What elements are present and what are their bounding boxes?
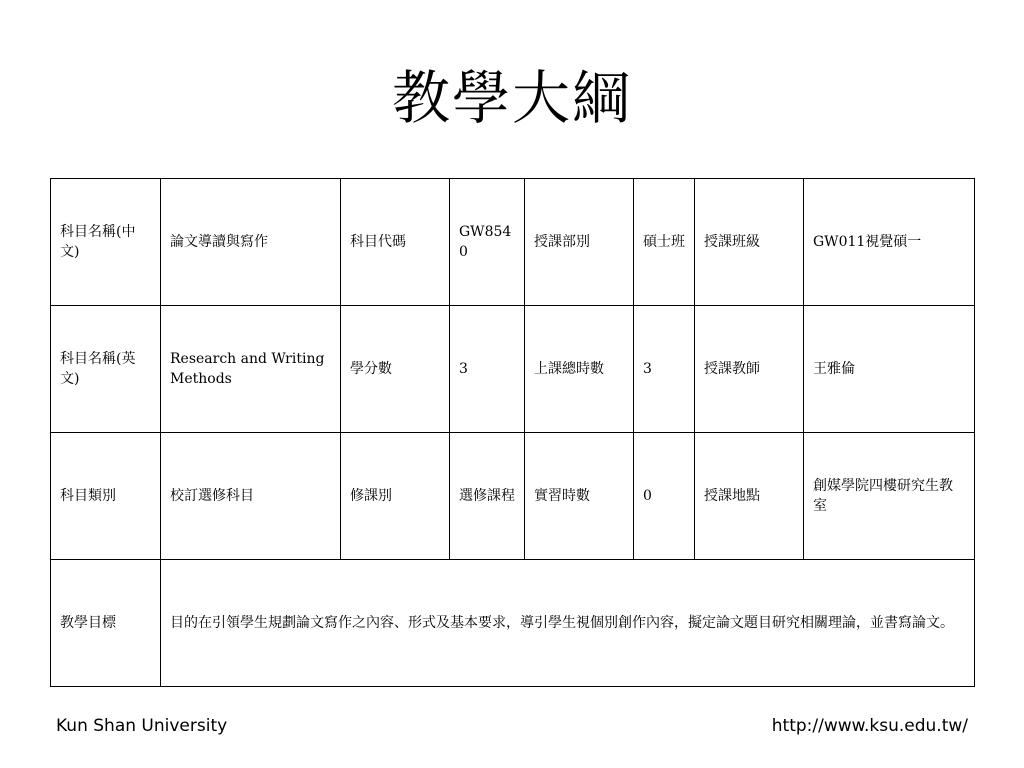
table-cell: 論文導讀與寫作 <box>161 179 341 306</box>
table-cell: 科目名稱(中文) <box>51 179 161 306</box>
table-cell: 授課班級 <box>695 179 804 306</box>
page-title: 教學大綱 <box>391 64 632 132</box>
table-cell: 校訂選修科目 <box>161 433 341 560</box>
table-cell: 修課別 <box>341 433 450 560</box>
table-cell: 3 <box>450 306 525 433</box>
table-cell: 授課地點 <box>695 433 804 560</box>
table-cell: 3 <box>634 306 695 433</box>
objective-text: 目的在引領學生規劃論文寫作之內容、形式及基本要求，導引學生視個別創作內容，擬定論文題目研究相關理論，並書寫論文。 <box>161 560 975 687</box>
table-cell: 創媒學院四樓研究生教室 <box>804 433 975 560</box>
table-row-english-name <box>51 306 975 433</box>
table-cell: 科目名稱(英文) <box>51 306 161 433</box>
table-cell: 選修課程 <box>450 433 525 560</box>
table-cell: 授課教師 <box>695 306 804 433</box>
table-cell: GW8540 <box>450 179 525 306</box>
syllabus-table <box>50 178 975 687</box>
table-row-course-type <box>51 433 975 560</box>
table-cell: 碩士班 <box>634 179 695 306</box>
table-cell: 授課部別 <box>525 179 634 306</box>
table-cell: 科目代碼 <box>341 179 450 306</box>
table-cell: 王雅倫 <box>804 306 975 433</box>
table-cell: 科目類別 <box>51 433 161 560</box>
table-cell: GW011視覺碩一 <box>804 179 975 306</box>
footer-url: http://www.ksu.edu.tw/ <box>771 716 968 736</box>
footer-university: Kun Shan University <box>56 716 228 736</box>
table-row-chinese-name <box>51 179 975 306</box>
table-cell: 實習時數 <box>525 433 634 560</box>
objective-label: 教學目標 <box>51 560 161 687</box>
table-cell: 學分數 <box>341 306 450 433</box>
table-cell: 上課總時數 <box>525 306 634 433</box>
table-cell: Research and Writing Methods <box>161 306 341 433</box>
table-row-objective <box>51 560 975 687</box>
table-cell: 0 <box>634 433 695 560</box>
